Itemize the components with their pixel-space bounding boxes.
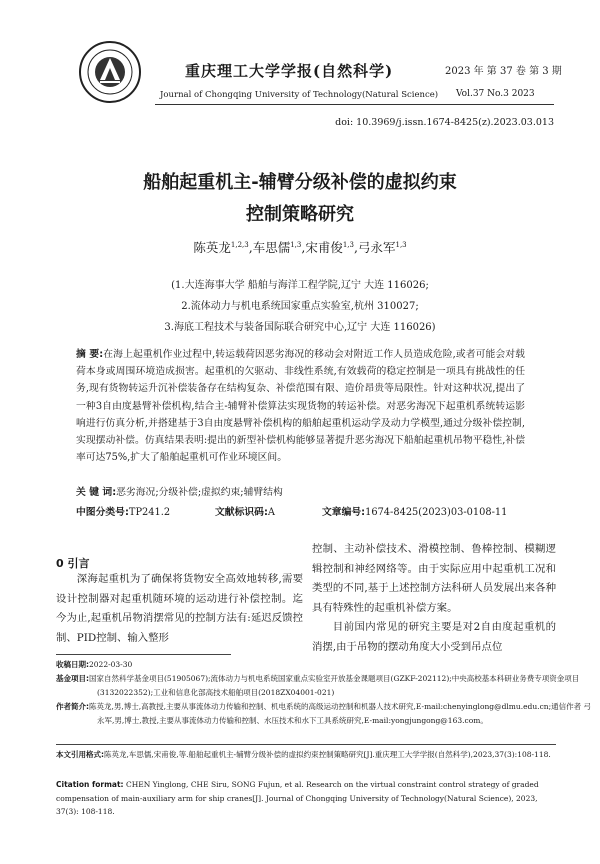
affiliation-2: 2.流体动力与机电系统国家重点实验室,杭州 310027; <box>181 301 419 312</box>
art-label: 文章编号: <box>322 507 366 518</box>
author-bio <box>56 700 597 727</box>
classification-number <box>76 504 170 518</box>
abstract-label: 摘 要: <box>76 349 104 360</box>
doc-value: A <box>267 507 275 518</box>
section-heading-intro: 0 引言 <box>56 557 90 570</box>
abstract <box>76 346 525 466</box>
paper-title-line1: 船舶起重机主-辅臂分级补偿的虚拟约束 <box>143 172 457 193</box>
received-value: 2022-03-30 <box>89 660 133 669</box>
art-value: 1674-8425(2023)03-0108-11 <box>365 507 508 518</box>
journal-title-en: Journal of Chongqing University of Technology(Natural Science) <box>160 90 439 100</box>
fund-info <box>56 672 597 699</box>
body-column-left <box>56 570 303 648</box>
fund-label: 基金项目: <box>56 674 89 683</box>
cite-en-label: Citation format: <box>56 780 124 789</box>
citation-divider <box>56 744 556 745</box>
journal-logo <box>78 40 142 104</box>
author-affil: 1,3 <box>395 240 407 249</box>
footnote-divider <box>56 654 231 655</box>
received-date <box>56 658 556 672</box>
intro-paragraph-cont: 控制、主动补偿技术、滑模控制、鲁棒控制、模糊逻辑控制和神经网络等。由于实际应用中起重机工况和类型的不同,基于上述控制方法科研人员发展出来各种具有特殊性的起重机补偿方案。 <box>312 543 556 614</box>
author-name: 陈英龙 <box>193 240 231 255</box>
cite-label: 本文引用格式: <box>56 750 104 759</box>
issue-en: Vol.37 No.3 2023 <box>456 89 535 99</box>
author-name: 宋甫俊 <box>305 240 343 255</box>
author-name: 弓永军 <box>357 240 396 255</box>
author-affil: 1,2,3 <box>230 240 249 249</box>
paper-title-line2: 控制策略研究 <box>246 204 354 225</box>
cls-label: 中图分类号: <box>76 507 129 518</box>
affiliation-3: 3.海底工程技术与装备国际联合研究中心,辽宁 大连 116026) <box>164 322 436 333</box>
doi[interactable]: doi: 10.3969/j.issn.1674-8425(z).2023.03.013 <box>335 117 554 128</box>
issue-cn: 2023 年 第 37 卷 第 3 期 <box>445 66 562 77</box>
intro-paragraph: 目前国内常见的研究主要是对2自由度起重机的消摆,由于吊物的摆动角度大小受到吊点位 <box>312 621 556 653</box>
keywords-label: 关 键 词: <box>76 487 117 498</box>
document-code <box>215 504 275 518</box>
abstract-text: 在海上起重机作业过程中,转运载荷因恶劣海况的移动会对附近工作人员造成危险,或者可能会对载荷本身或周围环境造成损害。起重机的欠驱动、非线性系统,有效载荷的稳定控制是一项具有挑战性的任务,现有货物转运升沉补偿装备存在结构复杂、补偿范围有限、造价昂贵等局限性。针对这种状况,提出了一种3自由度悬臂补偿机构,结合主-辅臂补偿算法实现货物的转运补偿。对恶劣海况下起重机系统转运影响进行仿真分析,并搭建基于3自由度悬臂补偿机构的船舶起重机运动学及动力学模型,通过分级补偿控制,实现摆动补偿。仿真结果表明:提出的新型补偿机构能够显著提升恶劣海况下船舶起重机吊物平稳性,补偿率可达75%,扩大了船舶起重机可作业环境区间。 <box>76 349 525 464</box>
citation-en <box>56 778 556 819</box>
cls-value: TP241.2 <box>128 507 171 518</box>
author-affil: 1,3 <box>290 240 302 249</box>
received-label: 收稿日期: <box>56 660 89 669</box>
author-affil: 1,3 <box>342 240 354 249</box>
intro-paragraph: 深海起重机为了确保将货物安全高效地转移,需要设计控制器对起重机随环境的运动进行补偿控制。迄今为止,起重机吊物消摆常见的控制方法有:延迟反馈控制、PID控制、输入整形 <box>56 573 303 644</box>
keywords-text: 恶劣海况;分级补偿;虚拟约束;辅臂结构 <box>116 487 283 498</box>
fund-value: 国家自然科学基金项目(51905067);流体动力与机电系统国家重点实验室开放基金课题项目(GZKF-202112);中央高校基本科研业务费专项资金项目(3132022352);工业和信息化部高技术船舶项目(2018ZX04001-021) <box>89 674 580 697</box>
keywords <box>76 484 525 501</box>
citation-cn <box>56 748 597 762</box>
cite-value: 陈英龙,车思儒,宋甫俊,等.船舶起重机主-辅臂分级补偿的虚拟约束控制策略研究[J].重庆理工大学学报(自然科学),2023,37(3):108-118. <box>104 750 551 759</box>
author-bio-label: 作者简介: <box>56 702 89 711</box>
body-column-right <box>312 540 556 658</box>
author-bio-value: 陈英龙,男,博士,高教授,主要从事流体动力传输和控制、机电系统的高级运动控制和机器人技术研究,E-mail:chenyinglong@dlmu.edu.cn;通信作者 弓永军,男,博士,教授,主要从事流体动力传输和控制、水压技术和水下工具系统研究,E-mail:yongjungong@163.com。 <box>89 702 592 725</box>
doc-label: 文献标识码: <box>215 507 268 518</box>
cite-en-value: CHEN Yinglong, CHE Siru, SONG Fujun, et al. Research on the virtual constraint control strategy of graded compensation of main-auxiliary arm for ship cranes[J]. Journal of Chongqing University of Technology(Natural Science), 2023, 37(3): 108-118. <box>56 780 539 816</box>
affiliation-1: (1.大连海事大学 船舶与海洋工程学院,辽宁 大连 116026; <box>171 280 429 291</box>
article-number <box>322 504 507 518</box>
author-name: 车思儒 <box>252 240 291 255</box>
header-divider <box>155 104 554 105</box>
author-list: 陈英龙$^{1,2,3}$,车思儒$^{1,3}$,宋甫俊$^{1,3}$,弓永军$^{1,3}$ <box>193 240 407 255</box>
journal-title-cn: 重庆理工大学学报(自然科学) <box>185 62 394 80</box>
